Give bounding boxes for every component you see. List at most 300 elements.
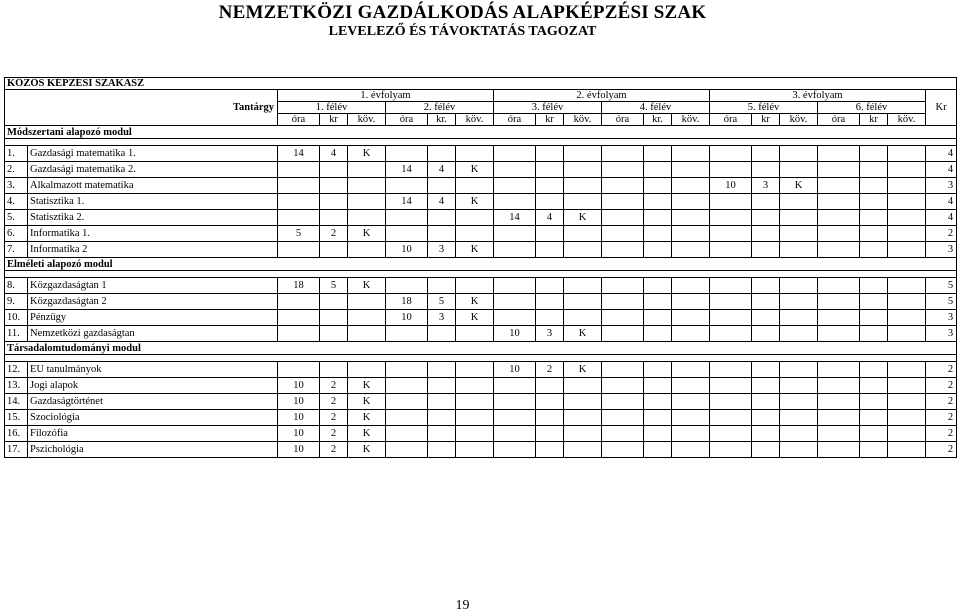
empty-cell [860, 226, 888, 242]
empty-cell [780, 310, 818, 326]
row-number: 4. [5, 194, 28, 210]
empty-cell [860, 210, 888, 226]
empty-cell [428, 226, 456, 242]
credit-cell: 2 [320, 410, 348, 426]
empty-cell [672, 278, 710, 294]
module-title-row [5, 342, 957, 355]
hours-cell: 14 [494, 210, 536, 226]
row-number: 1. [5, 146, 28, 162]
subject-header: Tantárgy [5, 90, 278, 126]
empty-cell [564, 278, 602, 294]
empty-cell [672, 378, 710, 394]
empty-cell [752, 294, 780, 310]
empty-cell [428, 442, 456, 458]
requirement-cell: K [348, 146, 386, 162]
empty-cell [818, 178, 860, 194]
page-subtitle: LEVELEZŐ ÉS TÁVOKTATÁS TAGOZAT [328, 24, 597, 39]
empty-cell [860, 426, 888, 442]
table-row [5, 178, 957, 194]
sub-header: kr. [428, 114, 456, 126]
empty-cell [780, 226, 818, 242]
empty-cell [536, 294, 564, 310]
sub-header: kr [320, 114, 348, 126]
empty-cell [602, 278, 644, 294]
empty-cell [818, 394, 860, 410]
empty-cell [860, 278, 888, 294]
table-row [5, 242, 957, 258]
empty-cell [752, 326, 780, 342]
empty-cell [456, 410, 494, 426]
empty-cell [644, 410, 672, 426]
empty-cell [888, 410, 926, 426]
empty-cell [672, 426, 710, 442]
empty-cell [348, 294, 386, 310]
total-credit: 3 [926, 326, 957, 342]
empty-cell [644, 310, 672, 326]
subject-name: Statisztika 1. [28, 194, 278, 210]
subject-name: Pénzügy [28, 310, 278, 326]
semester-header: 6. félév [818, 102, 926, 114]
row-number: 10. [5, 310, 28, 326]
empty-cell [320, 242, 348, 258]
empty-cell [710, 226, 752, 242]
empty-cell [644, 242, 672, 258]
requirement-cell: K [456, 294, 494, 310]
empty-cell [888, 146, 926, 162]
empty-cell [818, 294, 860, 310]
requirement-cell: K [780, 178, 818, 194]
subject-name: Szociológia [28, 410, 278, 426]
subject-name: Közgazdaságtan 1 [28, 278, 278, 294]
spacer [5, 139, 957, 146]
table-row [5, 210, 957, 226]
empty-cell [710, 162, 752, 178]
empty-cell [672, 294, 710, 310]
empty-cell [818, 278, 860, 294]
empty-cell [672, 410, 710, 426]
empty-cell [710, 394, 752, 410]
empty-cell [386, 326, 428, 342]
subject-name: Statisztika 2. [28, 210, 278, 226]
empty-cell [860, 442, 888, 458]
empty-cell [494, 194, 536, 210]
empty-cell [386, 362, 428, 378]
sub-header: óra [710, 114, 752, 126]
empty-cell [644, 194, 672, 210]
table-row [5, 146, 957, 162]
empty-cell [752, 162, 780, 178]
empty-cell [888, 210, 926, 226]
empty-cell [888, 194, 926, 210]
empty-cell [644, 210, 672, 226]
credit-cell: 3 [536, 326, 564, 342]
empty-cell [386, 394, 428, 410]
total-credit: 3 [926, 242, 957, 258]
empty-cell [710, 146, 752, 162]
empty-cell [494, 242, 536, 258]
subject-name: Gazdasági matematika 2. [28, 162, 278, 178]
empty-cell [456, 394, 494, 410]
empty-cell [386, 378, 428, 394]
kr-header: Kr [926, 90, 957, 126]
total-credit: 2 [926, 442, 957, 458]
empty-cell [564, 294, 602, 310]
empty-cell [494, 294, 536, 310]
empty-cell [818, 310, 860, 326]
subject-name: Pszichológia [28, 442, 278, 458]
empty-cell [428, 362, 456, 378]
empty-cell [752, 310, 780, 326]
empty-cell [818, 378, 860, 394]
empty-cell [602, 226, 644, 242]
empty-cell [494, 146, 536, 162]
empty-cell [564, 426, 602, 442]
empty-cell [644, 162, 672, 178]
empty-cell [456, 210, 494, 226]
hours-cell: 10 [494, 362, 536, 378]
empty-cell [888, 294, 926, 310]
total-credit: 5 [926, 278, 957, 294]
empty-cell [348, 162, 386, 178]
empty-cell [752, 362, 780, 378]
row-number: 3. [5, 178, 28, 194]
empty-cell [860, 242, 888, 258]
hours-cell: 10 [278, 378, 320, 394]
row-number: 13. [5, 378, 28, 394]
empty-cell [564, 226, 602, 242]
table-row [5, 194, 957, 210]
page-number: 19 [455, 598, 470, 613]
sub-header: kr [752, 114, 780, 126]
table-row [5, 326, 957, 342]
empty-cell [536, 378, 564, 394]
credit-cell: 4 [428, 194, 456, 210]
semester-header: 2. félév [386, 102, 494, 114]
spacer-row [5, 271, 957, 278]
empty-cell [456, 442, 494, 458]
empty-cell [494, 178, 536, 194]
empty-cell [348, 210, 386, 226]
requirement-cell: K [564, 210, 602, 226]
sub-header: köv. [456, 114, 494, 126]
empty-cell [320, 326, 348, 342]
empty-cell [644, 426, 672, 442]
empty-cell [860, 162, 888, 178]
empty-cell [644, 378, 672, 394]
empty-cell [644, 442, 672, 458]
sub-header: köv. [888, 114, 926, 126]
table-row [5, 294, 957, 310]
requirement-cell: K [348, 442, 386, 458]
subject-name: Közgazdaságtan 2 [28, 294, 278, 310]
table-row [5, 426, 957, 442]
empty-cell [602, 426, 644, 442]
empty-cell [644, 362, 672, 378]
sub-header: köv. [780, 114, 818, 126]
hours-cell: 14 [278, 146, 320, 162]
empty-cell [602, 410, 644, 426]
subject-name: Gazdaságtörténet [28, 394, 278, 410]
requirement-cell: K [564, 362, 602, 378]
table-row [5, 442, 957, 458]
empty-cell [818, 146, 860, 162]
empty-cell [644, 226, 672, 242]
empty-cell [536, 146, 564, 162]
empty-cell [672, 362, 710, 378]
empty-cell [348, 178, 386, 194]
total-credit: 2 [926, 226, 957, 242]
credit-cell: 3 [428, 310, 456, 326]
empty-cell [428, 210, 456, 226]
empty-cell [602, 146, 644, 162]
empty-cell [348, 194, 386, 210]
spacer-row [5, 355, 957, 362]
empty-cell [672, 194, 710, 210]
empty-cell [602, 178, 644, 194]
empty-cell [602, 394, 644, 410]
total-credit: 5 [926, 294, 957, 310]
credit-cell: 4 [536, 210, 564, 226]
sub-header: kr. [644, 114, 672, 126]
table-row [5, 162, 957, 178]
hours-cell: 10 [278, 410, 320, 426]
row-number: 16. [5, 426, 28, 442]
row-number: 7. [5, 242, 28, 258]
subject-name: Nemzetközi gazdaságtan [28, 326, 278, 342]
empty-cell [348, 310, 386, 326]
empty-cell [818, 194, 860, 210]
empty-cell [888, 378, 926, 394]
empty-cell [752, 394, 780, 410]
table-row [5, 226, 957, 242]
sub-header: köv. [564, 114, 602, 126]
empty-cell [780, 378, 818, 394]
empty-cell [564, 394, 602, 410]
hours-cell: 10 [386, 310, 428, 326]
empty-cell [818, 326, 860, 342]
empty-cell [386, 426, 428, 442]
empty-cell [428, 146, 456, 162]
empty-cell [672, 310, 710, 326]
empty-cell [386, 226, 428, 242]
empty-cell [818, 410, 860, 426]
total-credit: 2 [926, 394, 957, 410]
empty-cell [602, 210, 644, 226]
empty-cell [428, 278, 456, 294]
hours-cell: 10 [710, 178, 752, 194]
subject-name: Informatika 2 [28, 242, 278, 258]
empty-cell [752, 426, 780, 442]
empty-cell [278, 310, 320, 326]
module-title-row [5, 258, 957, 271]
credit-cell: 5 [320, 278, 348, 294]
empty-cell [672, 326, 710, 342]
empty-cell [348, 242, 386, 258]
empty-cell [456, 326, 494, 342]
empty-cell [888, 442, 926, 458]
empty-cell [644, 326, 672, 342]
row-number: 6. [5, 226, 28, 242]
hours-cell: 14 [386, 162, 428, 178]
empty-cell [710, 294, 752, 310]
empty-cell [456, 426, 494, 442]
row-number: 15. [5, 410, 28, 426]
empty-cell [672, 442, 710, 458]
requirement-cell: K [348, 278, 386, 294]
empty-cell [564, 410, 602, 426]
requirement-cell: K [348, 394, 386, 410]
block-title: KÖZÖS KÉPZÉSI SZAKASZ [5, 78, 957, 90]
requirement-cell: K [348, 410, 386, 426]
subject-name: Gazdasági matematika 1. [28, 146, 278, 162]
empty-cell [536, 426, 564, 442]
requirement-cell: K [456, 310, 494, 326]
total-credit: 2 [926, 362, 957, 378]
empty-cell [780, 278, 818, 294]
empty-cell [320, 310, 348, 326]
empty-cell [536, 178, 564, 194]
empty-cell [278, 178, 320, 194]
credit-cell: 2 [320, 226, 348, 242]
empty-cell [494, 278, 536, 294]
requirement-cell: K [456, 194, 494, 210]
empty-cell [888, 162, 926, 178]
empty-cell [644, 178, 672, 194]
empty-cell [780, 146, 818, 162]
subject-name: Jogi alapok [28, 378, 278, 394]
empty-cell [428, 178, 456, 194]
empty-cell [602, 378, 644, 394]
empty-cell [818, 442, 860, 458]
row-number: 11. [5, 326, 28, 342]
table-row [5, 410, 957, 426]
empty-cell [780, 162, 818, 178]
empty-cell [602, 242, 644, 258]
empty-cell [672, 162, 710, 178]
hours-cell: 18 [386, 294, 428, 310]
empty-cell [752, 226, 780, 242]
year-header: 1. évfolyam [278, 90, 494, 102]
requirement-cell: K [564, 326, 602, 342]
empty-cell [536, 226, 564, 242]
module-title: Módszertani alapozó modul [5, 126, 957, 139]
module-title: Elméleti alapozó modul [5, 258, 957, 271]
requirement-cell: K [348, 226, 386, 242]
requirement-cell: K [456, 242, 494, 258]
empty-cell [564, 310, 602, 326]
empty-cell [456, 362, 494, 378]
empty-cell [710, 442, 752, 458]
subject-name: Filozófia [28, 426, 278, 442]
empty-cell [278, 326, 320, 342]
row-number: 8. [5, 278, 28, 294]
empty-cell [536, 162, 564, 178]
empty-cell [752, 242, 780, 258]
requirement-cell: K [456, 162, 494, 178]
empty-cell [602, 442, 644, 458]
empty-cell [278, 210, 320, 226]
empty-cell [888, 310, 926, 326]
empty-cell [644, 394, 672, 410]
empty-cell [564, 178, 602, 194]
requirement-cell: K [348, 378, 386, 394]
empty-cell [710, 326, 752, 342]
empty-cell [888, 394, 926, 410]
semester-header: 5. félév [710, 102, 818, 114]
sub-header: óra [818, 114, 860, 126]
empty-cell [278, 242, 320, 258]
empty-cell [428, 410, 456, 426]
empty-cell [860, 178, 888, 194]
empty-cell [888, 326, 926, 342]
empty-cell [780, 394, 818, 410]
empty-cell [710, 310, 752, 326]
row-number: 5. [5, 210, 28, 226]
empty-cell [278, 162, 320, 178]
subject-name: EU tanulmányok [28, 362, 278, 378]
empty-cell [320, 210, 348, 226]
empty-cell [428, 378, 456, 394]
empty-cell [494, 162, 536, 178]
empty-cell [536, 194, 564, 210]
table-row [5, 378, 957, 394]
hours-cell: 5 [278, 226, 320, 242]
empty-cell [860, 310, 888, 326]
empty-cell [320, 162, 348, 178]
empty-cell [602, 310, 644, 326]
empty-cell [644, 146, 672, 162]
semester-header: 1. félév [278, 102, 386, 114]
total-credit: 2 [926, 426, 957, 442]
empty-cell [494, 226, 536, 242]
row-number: 14. [5, 394, 28, 410]
empty-cell [564, 194, 602, 210]
empty-cell [780, 326, 818, 342]
empty-cell [710, 362, 752, 378]
empty-cell [888, 426, 926, 442]
row-number: 9. [5, 294, 28, 310]
spacer [5, 271, 957, 278]
empty-cell [428, 326, 456, 342]
empty-cell [818, 362, 860, 378]
year-header: 3. évfolyam [710, 90, 926, 102]
hours-cell: 10 [278, 442, 320, 458]
credit-cell: 2 [320, 378, 348, 394]
credit-cell: 3 [752, 178, 780, 194]
credit-cell: 2 [320, 426, 348, 442]
total-credit: 2 [926, 410, 957, 426]
empty-cell [818, 242, 860, 258]
row-number: 17. [5, 442, 28, 458]
empty-cell [386, 146, 428, 162]
empty-cell [710, 242, 752, 258]
empty-cell [780, 410, 818, 426]
empty-cell [672, 146, 710, 162]
sub-header: kr [536, 114, 564, 126]
credit-cell: 5 [428, 294, 456, 310]
spacer [5, 355, 957, 362]
empty-cell [494, 310, 536, 326]
empty-cell [780, 362, 818, 378]
total-credit: 4 [926, 194, 957, 210]
empty-cell [536, 442, 564, 458]
empty-cell [752, 146, 780, 162]
credit-cell: 4 [320, 146, 348, 162]
empty-cell [348, 362, 386, 378]
sub-header: óra [602, 114, 644, 126]
empty-cell [888, 278, 926, 294]
empty-cell [494, 410, 536, 426]
